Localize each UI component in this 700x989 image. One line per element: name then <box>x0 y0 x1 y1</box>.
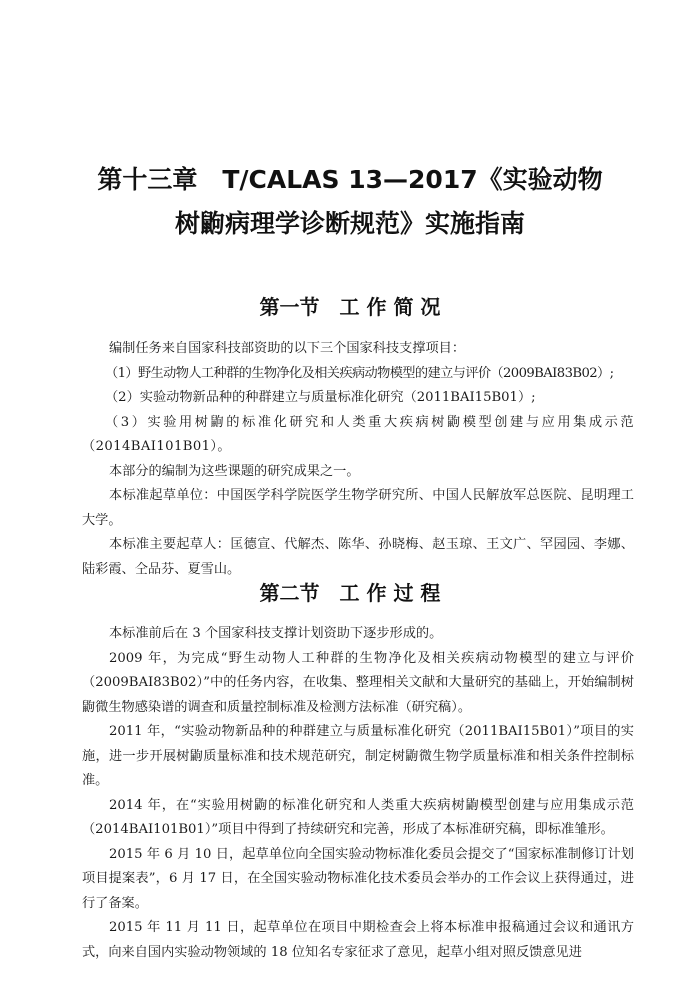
section-1-body <box>82 337 634 582</box>
paragraph: 本部分的编制为这些课题的研究成果之一。 <box>109 463 360 479</box>
paragraph: 2011 年，“实验动物新品种的种群建立与质量标准化研究（2011BAI15B01）”项目的实施，进一步开展树鼩质量标准和技术规范研究，制定树鼩微生物学质量标准和相关条件控制标准。 <box>82 724 634 788</box>
paragraph: 2015 年 6 月 10 日，起草单位向全国实验动物标准化委员会提交了“国家标准制修订计划项目提案表”，6 月 17 日，在全国实验动物标准化技术委员会举办的工作会议上获得通过，进行了备案。 <box>82 846 634 911</box>
chapter-title <box>60 158 640 246</box>
paragraph: 编制任务来自国家科技部资助的以下三个国家科技支撑项目： <box>109 341 466 356</box>
section-2-body <box>82 622 634 965</box>
paragraph: 本标准前后在 3 个国家科技支撑计划资助下逐步形成的。 <box>109 626 443 641</box>
section-1-heading: 第一节 工 作 简 况 <box>259 295 441 319</box>
paragraph: （2）实验动物新品种的种群建立与质量标准化研究（2011BAI15B01）; <box>105 390 536 405</box>
section-2-heading: 第二节 工 作 过 程 <box>259 581 441 605</box>
chapter-title-line-2: 树鼩病理学诊断规范》实施指南 <box>174 209 525 238</box>
paragraph: （3）实验用树鼩的标准化研究和人类重大疾病树鼩模型创建与应用集成示范（2014BAI101B01）。 <box>82 414 634 454</box>
paragraph: （1）野生动物人工种群的生物净化及相关疾病动物模型的建立与评价（2009BAI83B02）; <box>105 365 614 381</box>
paragraph: 本标准主要起草人：匡德宣、代解杰、陈华、孙晓梅、赵玉琼、王文广、罕园园、李娜、陆彩霞、仝品芬、夏雪山。 <box>82 537 634 577</box>
chapter-title-line-1: 第十三章 T/CALAS 13—2017《实验动物 <box>97 165 603 194</box>
paragraph: 2009 年，为完成“野生动物人工种群的生物净化及相关疾病动物模型的建立与评价（2009BAI83B02）”中的任务内容，在收集、整理相关文献和大量研究的基础上，开始编制树鼩微生物感染谱的调查和质量控制标准及检测方法标准（研究稿）。 <box>82 650 634 715</box>
paragraph: 2015 年 11 月 11 日，起草单位在项目中期检查会上将本标准申报稿通过会议和通讯方式，向来自国内实验动物领域的 18 位知名专家征求了意见，起草小组对照反馈意见进 <box>82 920 634 960</box>
paragraph: 2014 年，在“实验用树鼩的标准化研究和人类重大疾病树鼩模型创建与应用集成示范（2014BAI101B01）”项目中得到了持续研究和完善，形成了本标准研究稿，即标准雏形。 <box>82 797 634 837</box>
paragraph: 本标准起草单位：中国医学科学院医学生物学研究所、中国人民解放军总医院、昆明理工大学。 <box>82 488 634 528</box>
